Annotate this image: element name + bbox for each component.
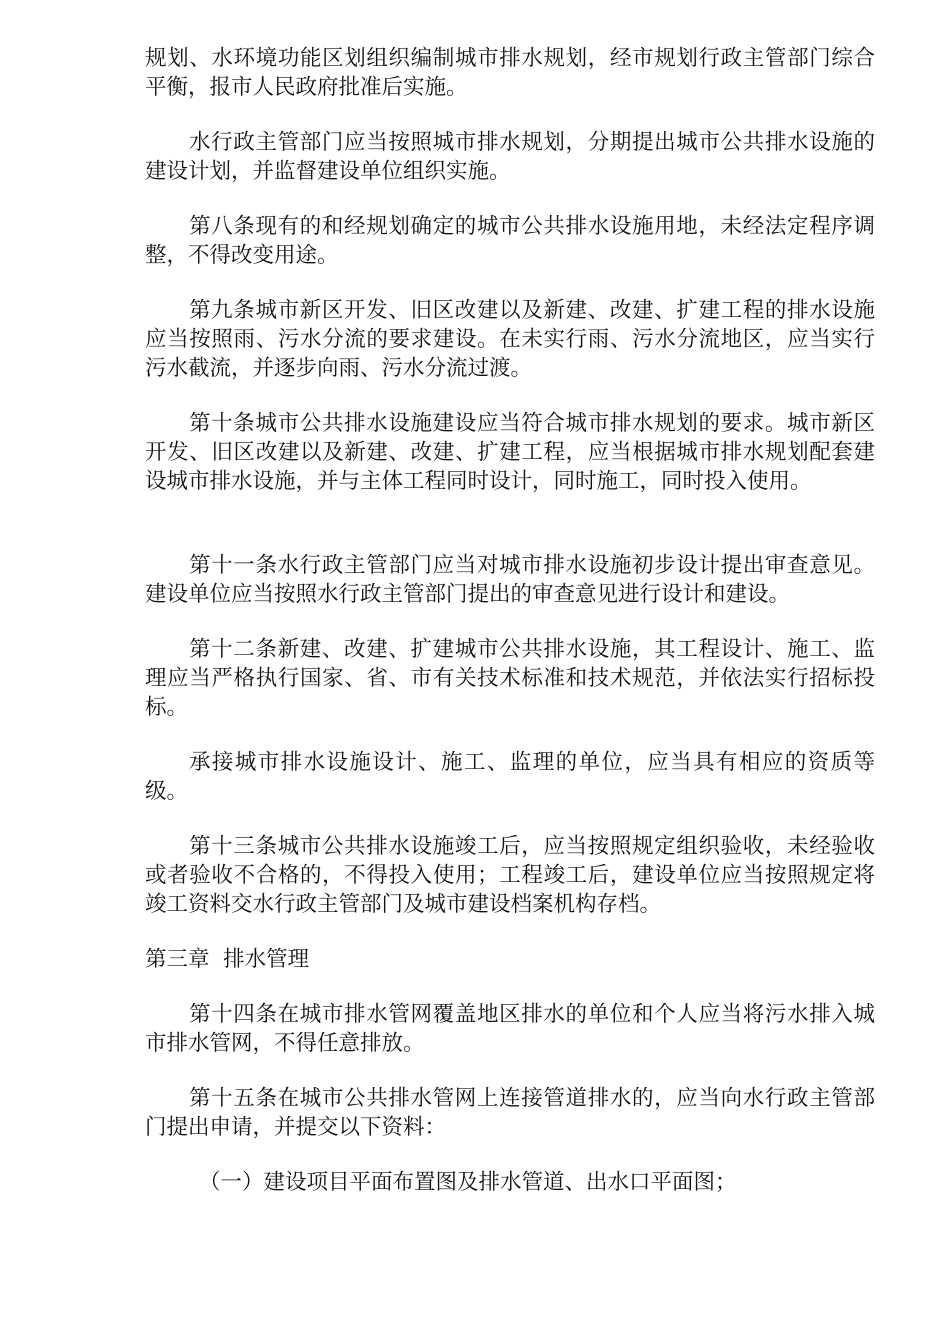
paragraph-article-9: 第九条城市新区开发、旧区改建以及新建、改建、扩建工程的排水设施应当按照雨、污水分流的要求建设。在未实行雨、污水分流地区，应当实行污水截流，并逐步向雨、污水分流过渡。: [145, 298, 875, 381]
paragraph-article-12: 第十二条新建、改建、扩建城市公共排水设施，其工程设计、施工、监理应当严格执行国家、省、市有关技术标准和技术规范，并依法实行招标投标。: [145, 637, 875, 720]
paragraph-construction-plan: 水行政主管部门应当按照城市排水规划，分期提出城市公共排水设施的建设计划，并监督建设单位组织实施。: [145, 130, 875, 184]
chapter-heading: 第三章 排水管理: [145, 947, 310, 972]
list-item-1: （一）建设项目平面布置图及排水管道、出水口平面图；: [199, 1170, 737, 1195]
paragraph-article-13: 第十三条城市公共排水设施竣工后，应当按照规定组织验收，未经验收或者验收不合格的，不得投入使用；工程竣工后，建设单位应当按照规定将竣工资料交水行政主管部门及城市建设档案机构存档。: [145, 834, 875, 917]
paragraph-article-14: 第十四条在城市排水管网覆盖地区排水的单位和个人应当将污水排入城市排水管网，不得任意排放。: [145, 1002, 875, 1056]
paragraph-article-15: 第十五条在城市公共排水管网上连接管道排水的，应当向水行政主管部门提出申请，并提交以下资料：: [145, 1086, 875, 1140]
paragraph-planning-continuation: 规划、水环境功能区划组织编制城市排水规划，经市规划行政主管部门综合平衡，报市人民政府批准后实施。: [145, 46, 875, 100]
paragraph-article-11: 第十一条水行政主管部门应当对城市排水设施初步设计提出审查意见。建设单位应当按照水行政主管部门提出的审查意见进行设计和建设。: [145, 553, 875, 607]
paragraph-qualification: 承接城市排水设施设计、施工、监理的单位，应当具有相应的资质等级。: [145, 750, 875, 804]
paragraph-article-8: 第八条现有的和经规划确定的城市公共排水设施用地，未经法定程序调整，不得改变用途。: [145, 214, 875, 268]
paragraph-article-10: 第十条城市公共排水设施建设应当符合城市排水规划的要求。城市新区开发、旧区改建以及新建、改建、扩建工程，应当根据城市排水规划配套建设城市排水设施，并与主体工程同时设计，同时施工，同时投入使用。: [145, 411, 875, 494]
document-page: [145, 44, 875, 1197]
